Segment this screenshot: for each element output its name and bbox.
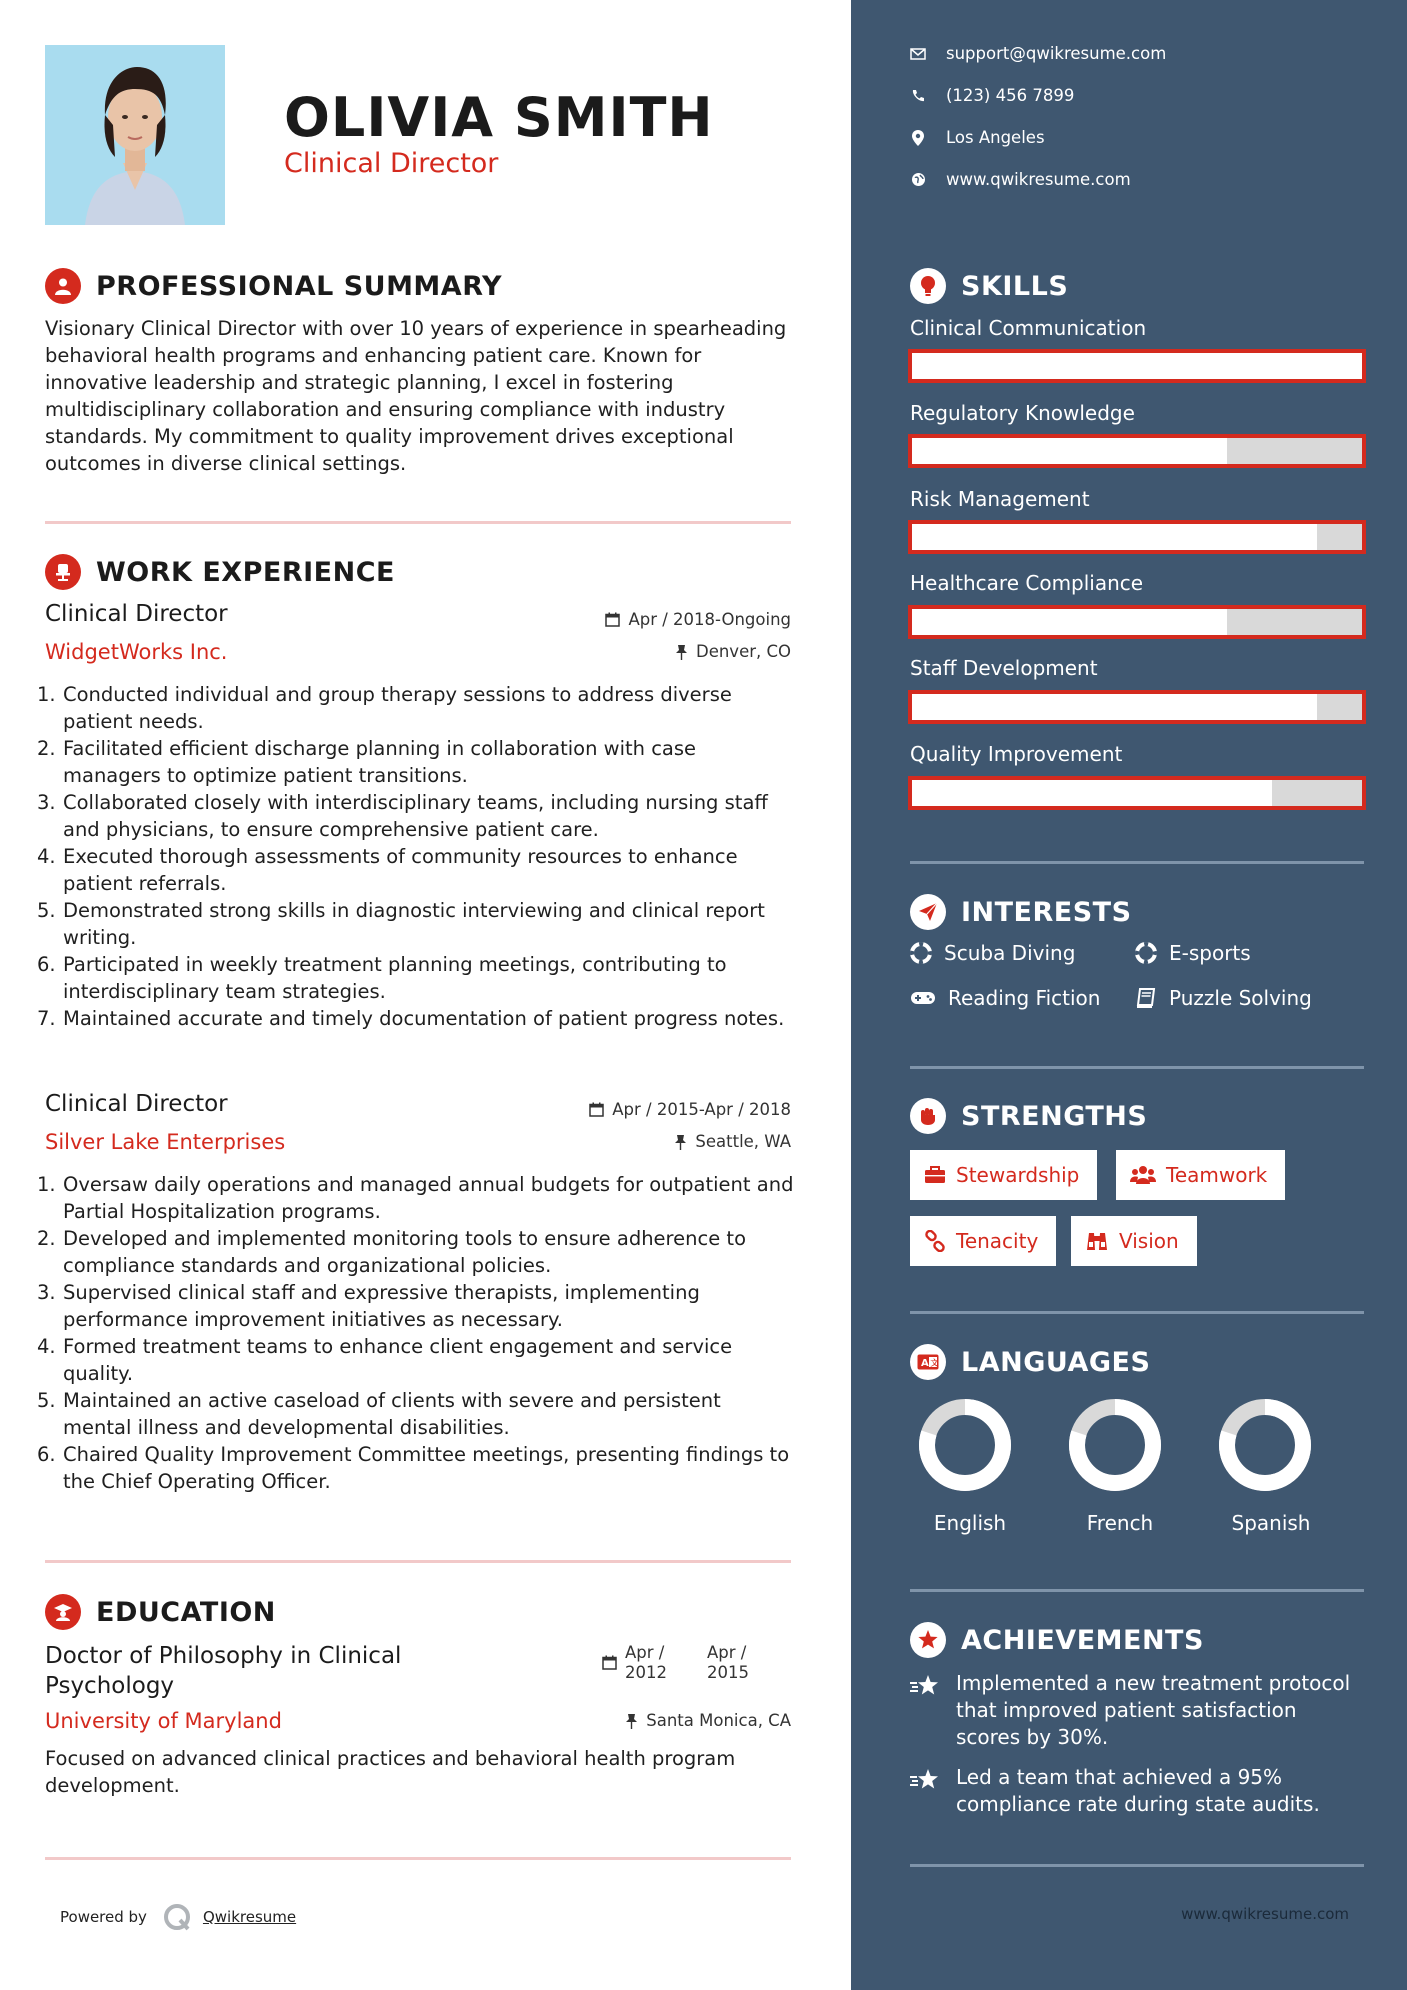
- job-location: [675, 642, 791, 661]
- list-item: [37, 789, 795, 843]
- lifebuoy-icon: [910, 942, 932, 964]
- skill-bar-fill: [912, 524, 1317, 550]
- book-icon: [1135, 987, 1157, 1009]
- item-text: Maintained accurate and timely documentation of patient progress notes.: [63, 1007, 785, 1030]
- interests-heading: INTERESTS: [961, 896, 1132, 928]
- calendar-icon: [605, 612, 620, 627]
- candidate-name: OLIVIA SMITH: [284, 86, 714, 149]
- envelope-icon: [910, 46, 926, 62]
- interest-label: Puzzle Solving: [1169, 986, 1312, 1010]
- item-text: Oversaw daily operations and managed annual budgets for outpatient and Partial Hospitalization programs.: [63, 1173, 794, 1223]
- item-number: 6.: [37, 1443, 56, 1466]
- skill-name: Regulatory Knowledge: [910, 401, 1135, 425]
- contact-phone[interactable]: [910, 86, 1074, 105]
- contact-location: [910, 128, 1045, 147]
- email-text: support@qwikresume.com: [946, 44, 1167, 63]
- job-location-text: Seattle, WA: [695, 1132, 791, 1151]
- languages-header: [910, 1342, 1150, 1382]
- pin-icon: [675, 644, 688, 660]
- strengths-heading: STRENGTHS: [961, 1100, 1148, 1132]
- education-header: [45, 1592, 276, 1632]
- language-ring: [910, 1390, 1020, 1500]
- section-divider: [45, 521, 791, 524]
- strengths-header: [910, 1096, 1147, 1136]
- phone-text: (123) 456 7899: [946, 86, 1075, 105]
- interest-item: [1135, 941, 1251, 965]
- list-item: [37, 1441, 795, 1495]
- skill-bar: [908, 776, 1366, 810]
- star-icon: [910, 1670, 944, 1751]
- duty-list: [37, 1171, 795, 1495]
- pin-icon: [625, 1713, 638, 1729]
- svg-text:文: 文: [930, 1358, 939, 1368]
- section-divider: [910, 1589, 1364, 1592]
- graduate-icon: [45, 1594, 81, 1630]
- job-dates: [589, 1100, 791, 1119]
- skill-bar-fill: [912, 694, 1317, 720]
- job-dates: [605, 610, 791, 629]
- briefcase-icon: [924, 1166, 946, 1184]
- section-divider: [910, 1864, 1364, 1867]
- language-name: English: [933, 1511, 1007, 1535]
- translate-icon: [910, 1344, 946, 1380]
- skill-bar-fill: [912, 353, 1362, 379]
- summary-text: Visionary Clinical Director with over 10 years of experience in spearheading behavioral health programs and enhancing patient care. Known for innovative leadership and strategic planning, I excel in fostering multidisciplinary collaboration and ensuring compliance with industry standards. My commitment to quality improvement drives exceptional outcomes in diverse clinical settings.: [45, 317, 787, 475]
- qwikresume-link[interactable]: Qwikresume: [202, 1908, 297, 1926]
- binoculars-icon: [1085, 1230, 1109, 1252]
- users-icon: [1130, 1165, 1156, 1185]
- skills-header: [910, 266, 1068, 306]
- item-number: 3.: [37, 791, 56, 814]
- svg-text:A: A: [921, 1358, 929, 1369]
- duty-list: [37, 681, 795, 1032]
- skills-heading: SKILLS: [961, 270, 1069, 302]
- job-location: [674, 1132, 791, 1151]
- job-dates-text: Apr / 2018-Ongoing: [628, 610, 791, 629]
- section-divider: [910, 1311, 1364, 1314]
- list-item: [37, 843, 795, 897]
- list-item: [37, 1225, 795, 1279]
- education-dates: [602, 1643, 767, 1683]
- candidate-title: Clinical Director: [284, 148, 499, 179]
- strength-tag: [1116, 1150, 1285, 1200]
- list-item: [37, 1387, 795, 1441]
- item-number: 2.: [37, 737, 56, 760]
- degree-title: [45, 1641, 401, 1701]
- end-month: Apr /: [707, 1643, 747, 1662]
- skill-bar-fill: [912, 438, 1227, 464]
- end-year: 2015: [707, 1663, 749, 1682]
- powered-by-text: Powered by: [60, 1908, 147, 1926]
- item-text: Formed treatment teams to enhance client engagement and service quality.: [63, 1335, 733, 1385]
- item-number: 1.: [37, 1173, 56, 1196]
- degree-line: Doctor of Philosophy in Clinical: [45, 1643, 402, 1669]
- lifebuoy-icon: [1135, 942, 1157, 964]
- profile-photo: [45, 45, 225, 225]
- item-text: Demonstrated strong skills in diagnostic interviewing and clinical report writing.: [63, 899, 765, 949]
- list-item: [37, 1333, 795, 1387]
- item-number: 3.: [37, 1281, 56, 1304]
- item-number: 5.: [37, 1389, 56, 1412]
- start-date: [625, 1643, 695, 1683]
- language-name: French: [1086, 1511, 1154, 1535]
- degree-line: Psychology: [45, 1673, 175, 1699]
- job-location-text: Denver, CO: [695, 642, 791, 661]
- summary-heading: PROFESSIONAL SUMMARY: [96, 270, 503, 302]
- location-text: Los Angeles: [946, 128, 1045, 147]
- star-badge-icon: [910, 1622, 946, 1658]
- item-number: 4.: [37, 845, 56, 868]
- powered-by: [60, 1901, 296, 1933]
- languages-heading: LANGUAGES: [961, 1346, 1151, 1378]
- website-text: www.qwikresume.com: [946, 170, 1131, 189]
- skill-name: Healthcare Compliance: [910, 571, 1144, 595]
- chair-icon: [45, 554, 81, 590]
- chain-icon: [924, 1230, 946, 1252]
- experience-header: [45, 552, 395, 592]
- skill-name: Staff Development: [910, 656, 1098, 680]
- item-text: Developed and implemented monitoring tools to ensure adherence to compliance standards and organizational policies.: [63, 1227, 746, 1277]
- start-year: 2012: [625, 1663, 667, 1682]
- item-number: 7.: [37, 1007, 56, 1030]
- list-item: [37, 1005, 795, 1032]
- item-number: 5.: [37, 899, 56, 922]
- list-item: [37, 951, 795, 1005]
- interest-item: [1135, 986, 1312, 1010]
- achievements-heading: ACHIEVEMENTS: [961, 1624, 1204, 1656]
- calendar-icon: [589, 1102, 604, 1117]
- item-text: Facilitated efficient discharge planning in collaboration with case managers to optimize patient transitions.: [63, 737, 697, 787]
- item-text: Participated in weekly treatment planning meetings, contributing to interdisciplinary team strategies.: [63, 953, 727, 1003]
- pin-icon: [674, 1134, 687, 1150]
- achievement-item: [910, 1670, 1360, 1751]
- interest-label: E-sports: [1169, 941, 1251, 965]
- education-location-text: Santa Monica, CA: [646, 1711, 791, 1730]
- section-divider: [45, 1857, 791, 1860]
- language-ring: [1210, 1390, 1320, 1500]
- qwikresume-logo-icon: [161, 1901, 193, 1933]
- skill-bar: [908, 605, 1366, 639]
- section-divider: [910, 861, 1364, 864]
- paper-plane-icon: [910, 894, 946, 930]
- job-title: Clinical Director: [45, 1091, 228, 1117]
- skill-name: Clinical Communication: [910, 316, 1147, 340]
- education-description: Focused on advanced clinical practices and behavioral health program development.: [45, 1747, 736, 1797]
- item-text: Conducted individual and group therapy sessions to address diverse patient needs.: [63, 683, 732, 733]
- lightbulb-icon: [910, 268, 946, 304]
- list-item: [37, 1171, 795, 1225]
- skill-name: Quality Improvement: [910, 742, 1123, 766]
- company-name: Silver Lake Enterprises: [45, 1130, 286, 1154]
- fist-icon: [910, 1098, 946, 1134]
- contact-website[interactable]: [910, 170, 1131, 189]
- achievements-header: [910, 1620, 1204, 1660]
- strength-label: Teamwork: [1166, 1163, 1268, 1187]
- achievement-item: [910, 1764, 1360, 1818]
- calendar-icon: [602, 1655, 617, 1670]
- achievement-text: Led a team that achieved a 95% compliance rate during state audits.: [956, 1765, 1320, 1816]
- item-text: Supervised clinical staff and expressive therapists, implementing performance improvement initiatives as necessary.: [63, 1281, 700, 1331]
- strength-label: Vision: [1119, 1229, 1179, 1253]
- list-item: [37, 1279, 795, 1333]
- job-dates-text: Apr / 2015-Apr / 2018: [612, 1100, 791, 1119]
- list-item: [37, 681, 795, 735]
- strength-label: Tenacity: [956, 1229, 1039, 1253]
- strength-label: Stewardship: [956, 1163, 1080, 1187]
- section-divider: [45, 1560, 791, 1563]
- item-text: Maintained an active caseload of clients with severe and persistent mental illness and developmental disabilities.: [63, 1389, 721, 1439]
- globe-icon: [910, 172, 926, 188]
- item-number: 6.: [37, 953, 56, 976]
- item-number: 4.: [37, 1335, 56, 1358]
- item-number: 1.: [37, 683, 56, 706]
- school-name: University of Maryland: [45, 1709, 282, 1733]
- interest-label: Reading Fiction: [948, 986, 1101, 1010]
- strength-tag: [910, 1150, 1097, 1200]
- map-pin-icon: [910, 130, 926, 146]
- strength-tag: [1071, 1216, 1197, 1266]
- skill-bar-fill: [912, 609, 1227, 635]
- gamepad-icon: [910, 989, 936, 1007]
- skill-bar-fill: [912, 780, 1272, 806]
- education-heading: EDUCATION: [96, 1596, 276, 1628]
- phone-icon: [910, 88, 926, 104]
- start-month: Apr /: [625, 1643, 665, 1662]
- language-ring: [1060, 1390, 1170, 1500]
- interest-item: [910, 986, 1100, 1010]
- job-title: Clinical Director: [45, 601, 228, 627]
- item-text: Collaborated closely with interdisciplinary teams, including nursing staff and physicians, to ensure comprehensive patient care.: [63, 791, 768, 841]
- item-text: Executed thorough assessments of community resources to enhance patient referrals.: [63, 845, 738, 895]
- company-name: WidgetWorks Inc.: [45, 640, 228, 664]
- section-divider: [910, 1066, 1364, 1069]
- user-icon: [45, 268, 81, 304]
- list-item: [37, 735, 795, 789]
- achievement-text: Implemented a new treatment protocol that improved patient satisfaction scores by 30%.: [956, 1671, 1351, 1749]
- list-item: [37, 897, 795, 951]
- contact-email[interactable]: [910, 44, 1166, 63]
- interests-header: [910, 892, 1132, 932]
- star-icon: [910, 1764, 944, 1818]
- interest-item: [910, 941, 1075, 965]
- summary-header: [45, 266, 502, 306]
- interest-label: Scuba Diving: [944, 941, 1076, 965]
- skill-bar: [908, 434, 1366, 468]
- skill-bar: [908, 520, 1366, 554]
- item-number: 2.: [37, 1227, 56, 1250]
- footer-website[interactable]: www.qwikresume.com: [1181, 1905, 1349, 1923]
- experience-heading: WORK EXPERIENCE: [96, 556, 395, 588]
- strength-tag: [910, 1216, 1056, 1266]
- skill-bar: [908, 349, 1366, 383]
- skill-bar: [908, 690, 1366, 724]
- item-text: Chaired Quality Improvement Committee meetings, presenting findings to the Chief Operating Officer.: [63, 1443, 790, 1493]
- education-location: [625, 1711, 791, 1730]
- language-name: Spanish: [1231, 1511, 1311, 1535]
- skill-name: Risk Management: [910, 487, 1090, 511]
- end-date: [707, 1643, 767, 1683]
